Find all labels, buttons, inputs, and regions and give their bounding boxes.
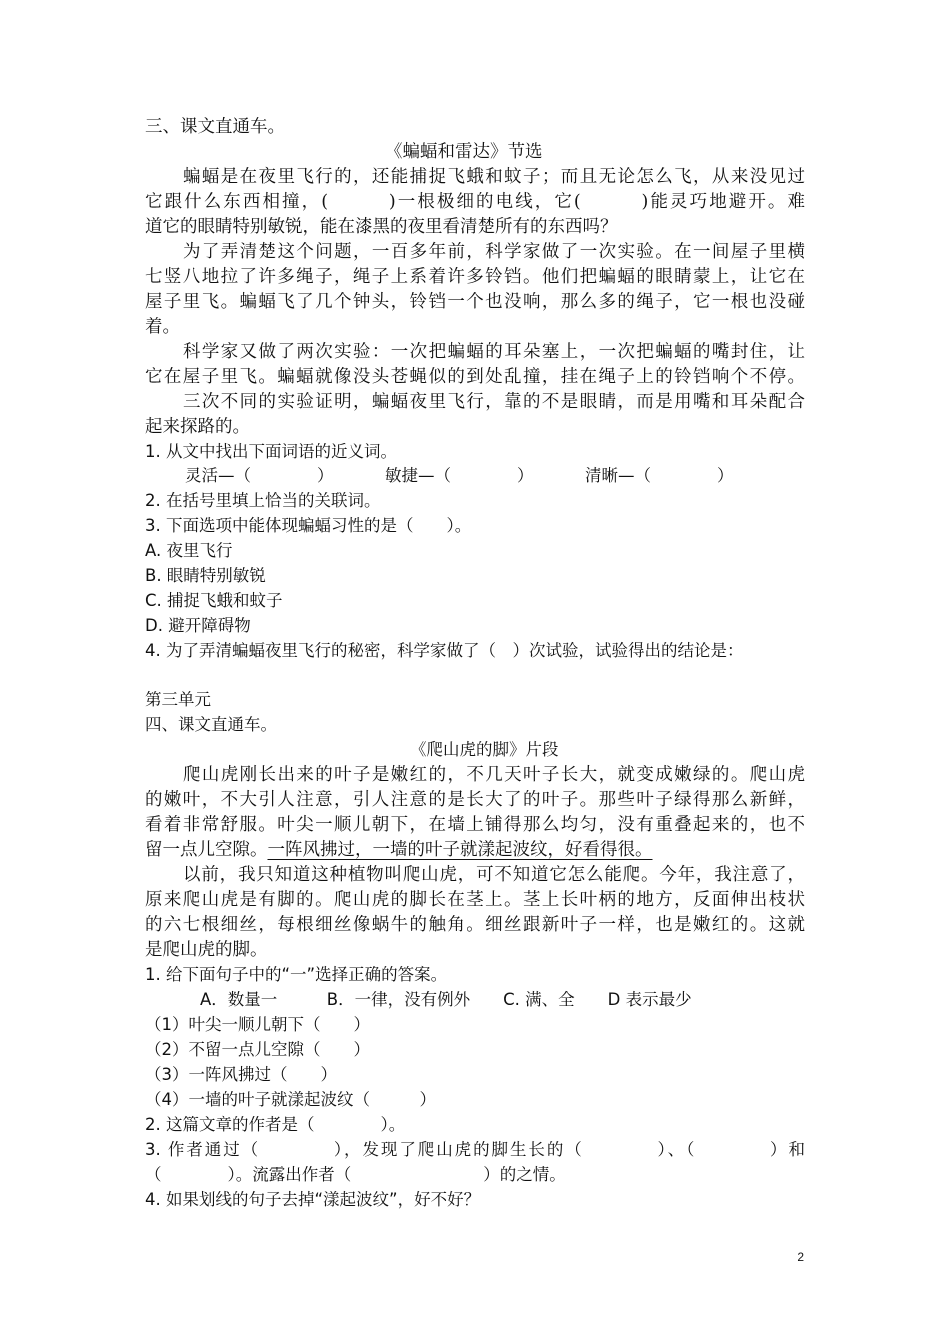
passage-line: 以前，我只知道这种植物叫爬山虎，可不知道它怎么能爬。今年，我注意了， xyxy=(183,865,805,885)
question-1: 1. 从文中找出下面词语的近义词。 xyxy=(145,442,397,461)
synonym-item: 灵活—（ ） xyxy=(185,466,334,485)
question-1: 1. 给下面句子中的“一”选择正确的答案。 xyxy=(145,965,448,984)
passage-line: 着。 xyxy=(145,317,180,337)
synonym-item: 敏捷—（ ） xyxy=(385,466,534,485)
question-3: 3. 作者通过（ ），发现了爬山虎的脚生长的（ ）、（ ）和 xyxy=(145,1140,805,1159)
passage-line: 它在屋子里飞。蝙蝠就像没头苍蝇似的到处乱撞，挂在绳子上的铃铛响个不停。 xyxy=(145,367,805,387)
passage-line: 七竖八地拉了许多绳子，绳子上系着许多铃铛。他们把蝙蝠的眼睛蒙上，让它在 xyxy=(145,267,805,287)
passage-title: 《爬山虎的脚》片段 xyxy=(410,740,559,759)
sub-question: （4）一墙的叶子就漾起波纹（ ） xyxy=(145,1090,436,1109)
passage-line: 的六七根细丝，每根细丝像蜗牛的触角。细丝跟新叶子一样，也是嫩红的。这就 xyxy=(145,915,805,935)
section-heading: 三、课文直通车。 xyxy=(145,117,285,137)
passage-title: 《蝙蝠和雷达》节选 xyxy=(385,142,543,162)
sub-question: （1）叶尖一顺儿朝下（ ） xyxy=(145,1015,370,1034)
passage-line: 科学家又做了两次实验：一次把蝙蝠的耳朵塞上，一次把蝙蝠的嘴封住，让 xyxy=(183,342,805,362)
option-b: B. 眼睛特别敏锐 xyxy=(145,566,266,585)
option-d: D. 避开障碍物 xyxy=(145,616,251,635)
underlined-sentence: 一阵风拂过，一墙的叶子就漾起波纹，好看得很。 xyxy=(267,840,653,860)
question-2: 2. 这篇文章的作者是（ ）。 xyxy=(145,1115,406,1134)
synonym-item: 清晰—（ ） xyxy=(585,466,734,485)
passage-line: 的嫩叶，不大引人注意，引人注意的是长大了的叶子。那些叶子绿得那么新鲜， xyxy=(145,790,805,810)
passage-line xyxy=(145,838,805,862)
question-3-continued: （ ）。流露出作者（ ）的之情。 xyxy=(145,1165,566,1184)
answer-choices: A．数量一 B．一律，没有例外 C. 满、全 D 表示最少 xyxy=(200,990,692,1009)
option-c: C. 捕捉飞蛾和蚊子 xyxy=(145,591,283,610)
passage-line: 道它的眼睛特别敏锐，能在漆黑的夜里看清楚所有的东西吗？ xyxy=(145,217,618,237)
unit-heading: 第三单元 xyxy=(145,690,211,709)
page-number: 2 xyxy=(797,1250,804,1264)
question-2: 2. 在括号里填上恰当的关联词。 xyxy=(145,491,381,510)
section-heading: 四、课文直通车。 xyxy=(145,715,277,734)
passage-line: 它跟什么东西相撞，( )一根极细的电线，它( )能灵巧地避开。难 xyxy=(145,192,805,212)
passage-line: 爬山虎刚长出来的叶子是嫩红的，不几天叶子长大，就变成嫩绿的。爬山虎 xyxy=(183,765,805,785)
passage-line: 屋子里飞。蝙蝠飞了几个钟头，铃铛一个也没响，那么多的绳子，它一根也没碰 xyxy=(145,292,805,312)
passage-line: 三次不同的实验证明，蝙蝠夜里飞行，靠的不是眼睛，而是用嘴和耳朵配合 xyxy=(183,392,805,412)
sub-question: （3）一阵风拂过（ ） xyxy=(145,1065,337,1084)
question-4: 4. 为了弄清蝙蝠夜里飞行的秘密，科学家做了（ ）次试验，试验得出的结论是： xyxy=(145,641,744,660)
passage-line: 看着非常舒服。叶尖一顺儿朝下，在墙上铺得那么均匀，没有重叠起来的，也不 xyxy=(145,815,805,835)
question-4: 4. 如果划线的句子去掉“漾起波纹”，好不好？ xyxy=(145,1190,481,1209)
passage-line: 是爬山虎的脚。 xyxy=(145,940,268,960)
passage-line: 原来爬山虎是有脚的。爬山虎的脚长在茎上。茎上长叶柄的地方，反面伸出枝状 xyxy=(145,890,805,910)
passage-line: 蝙蝠是在夜里飞行的，还能捕捉飞蛾和蚊子；而且无论怎么飞，从来没见过 xyxy=(183,167,805,187)
passage-line: 起来探路的。 xyxy=(145,417,250,437)
sub-question: （2）不留一点儿空隙（ ） xyxy=(145,1040,370,1059)
question-3: 3. 下面选项中能体现蝙蝠习性的是（ ）。 xyxy=(145,516,472,535)
passage-line: 为了弄清楚这个问题，一百多年前，科学家做了一次实验。在一间屋子里横 xyxy=(183,242,805,262)
passage-text: 留一点儿空隙。 xyxy=(145,840,268,860)
option-a: A. 夜里飞行 xyxy=(145,541,233,560)
